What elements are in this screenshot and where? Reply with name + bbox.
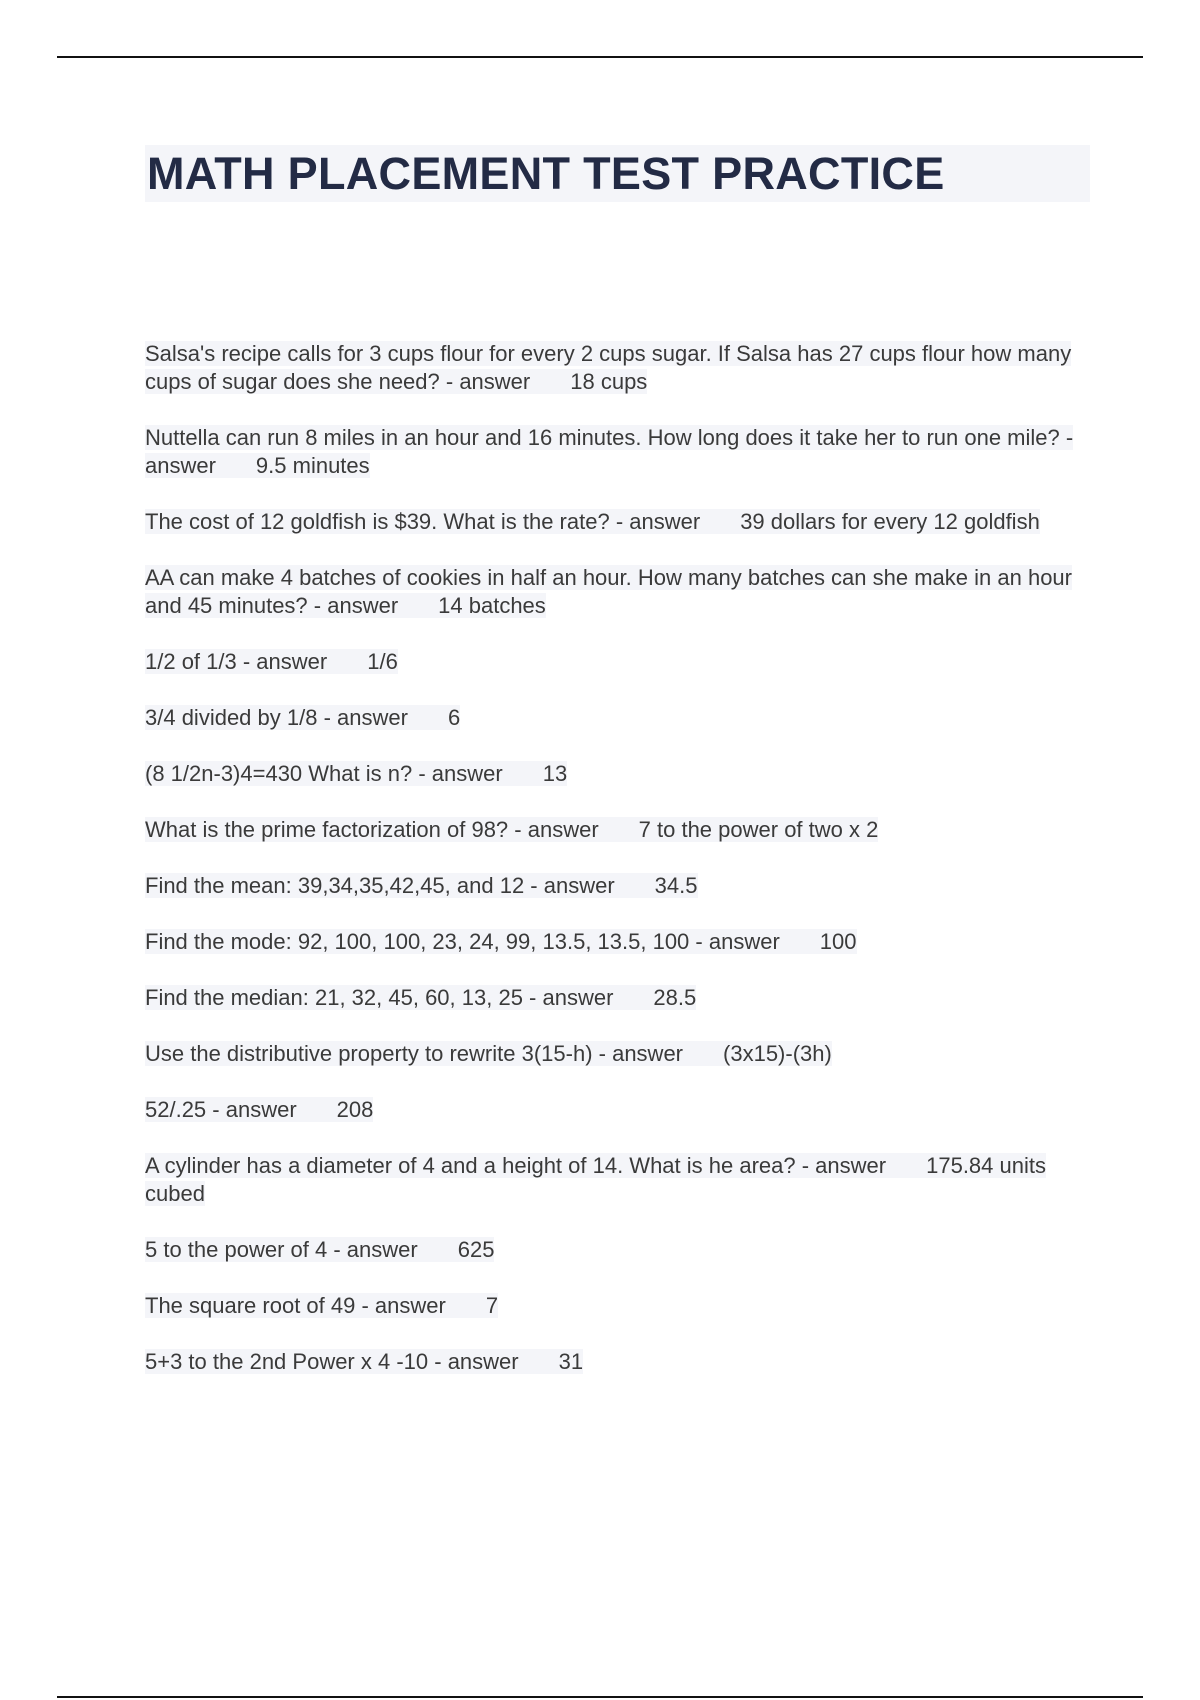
- answer-text: 13: [542, 761, 568, 786]
- answer-marker: - answer: [317, 705, 408, 730]
- answer-text: 6: [447, 705, 461, 730]
- answer-text: 31: [558, 1349, 584, 1374]
- question-item: [145, 872, 1090, 900]
- answer-marker: - answer: [592, 1041, 684, 1066]
- answer-text: 28.5: [653, 985, 697, 1010]
- question-text: 5+3 to the 2nd Power x 4 -10: [145, 1349, 429, 1374]
- question-text: 52/.25: [145, 1097, 207, 1122]
- answer-marker: - answer: [689, 929, 780, 954]
- question-item: [145, 1236, 1090, 1264]
- answer-marker: - answer: [508, 817, 599, 842]
- question-text: The square root of 49: [145, 1293, 356, 1318]
- question-text: A cylinder has a diameter of 4 and a height of 14. What is he area?: [145, 1153, 796, 1178]
- question-item: [145, 1096, 1090, 1124]
- answer-marker: - answer: [327, 1237, 418, 1262]
- question-list: [145, 340, 1090, 1376]
- question-text: AA can make 4 batches of cookies in half an hour. How many batches can she make in an hour and 45 minutes?: [145, 565, 1072, 618]
- answer-text: 39 dollars for every 12 goldfish: [740, 509, 1040, 534]
- answer-text: 100: [819, 929, 857, 954]
- answer-marker: - answer: [524, 873, 615, 898]
- question-text: (8 1/2n-3)4=430 What is n?: [145, 761, 413, 786]
- answer-text: 7: [485, 1293, 499, 1318]
- answer-marker: - answer: [355, 1293, 446, 1318]
- question-item: [145, 564, 1090, 620]
- answer-text: 9.5 minutes: [255, 453, 370, 478]
- answer-marker: - answer: [236, 649, 328, 674]
- question-item: [145, 704, 1090, 732]
- question-item: [145, 648, 1090, 676]
- answer-text: 625: [457, 1237, 495, 1262]
- answer-marker: - answer: [428, 1349, 519, 1374]
- question-text: 5 to the power of 4: [145, 1237, 328, 1262]
- question-item: [145, 984, 1090, 1012]
- page-title: MATH PLACEMENT TEST PRACTICE: [145, 145, 1090, 202]
- answer-text: 175.84 units cubed: [145, 1153, 1046, 1206]
- question-text: Use the distributive property to rewrite 3(15-h): [145, 1041, 593, 1066]
- question-text: What is the prime factorization of 98?: [145, 817, 509, 842]
- answer-marker: - answer: [145, 425, 1074, 478]
- question-text: Nuttella can run 8 miles in an hour and 16 minutes. How long does it take her to run one mile?: [145, 425, 1060, 450]
- answer-marker: - answer: [412, 761, 503, 786]
- document-body: [145, 145, 1090, 1404]
- answer-text: 7 to the power of two x 2: [638, 817, 879, 842]
- question-text: Salsa's recipe calls for 3 cups flour for every 2 cups sugar. If Salsa has 27 cups flour how many cups of sugar does she need?: [145, 341, 1072, 394]
- answer-marker: - answer: [609, 509, 701, 534]
- question-item: [145, 928, 1090, 956]
- answer-marker: - answer: [206, 1097, 297, 1122]
- question-text: Find the mode: 92, 100, 100, 23, 24, 99, 13.5, 13.5, 100: [145, 929, 690, 954]
- question-text: The cost of 12 goldfish is $39. What is the rate?: [145, 509, 610, 534]
- answer-text: 34.5: [654, 873, 698, 898]
- question-text: 3/4 divided by 1/8: [145, 705, 318, 730]
- answer-text: 208: [336, 1097, 374, 1122]
- answer-marker: - answer: [795, 1153, 887, 1178]
- answer-marker: - answer: [307, 593, 399, 618]
- question-item: [145, 760, 1090, 788]
- question-item: [145, 1152, 1090, 1208]
- answer-text: 18 cups: [570, 369, 648, 394]
- question-text: Find the median: 21, 32, 45, 60, 13, 25: [145, 985, 523, 1010]
- answer-text: 1/6: [367, 649, 398, 674]
- question-item: [145, 508, 1090, 536]
- question-item: [145, 816, 1090, 844]
- question-text: Find the mean: 39,34,35,42,45, and 12: [145, 873, 525, 898]
- question-item: [145, 1348, 1090, 1376]
- answer-text: (3x15)-(3h): [723, 1041, 832, 1066]
- answer-marker: - answer: [439, 369, 531, 394]
- question-item: [145, 1040, 1090, 1068]
- question-item: [145, 340, 1090, 396]
- bottom-rule: [57, 1696, 1143, 1698]
- answer-text: 14 batches: [438, 593, 546, 618]
- top-rule: [57, 56, 1143, 58]
- question-item: [145, 1292, 1090, 1320]
- answer-marker: - answer: [522, 985, 614, 1010]
- question-item: [145, 424, 1090, 480]
- question-text: 1/2 of 1/3: [145, 649, 237, 674]
